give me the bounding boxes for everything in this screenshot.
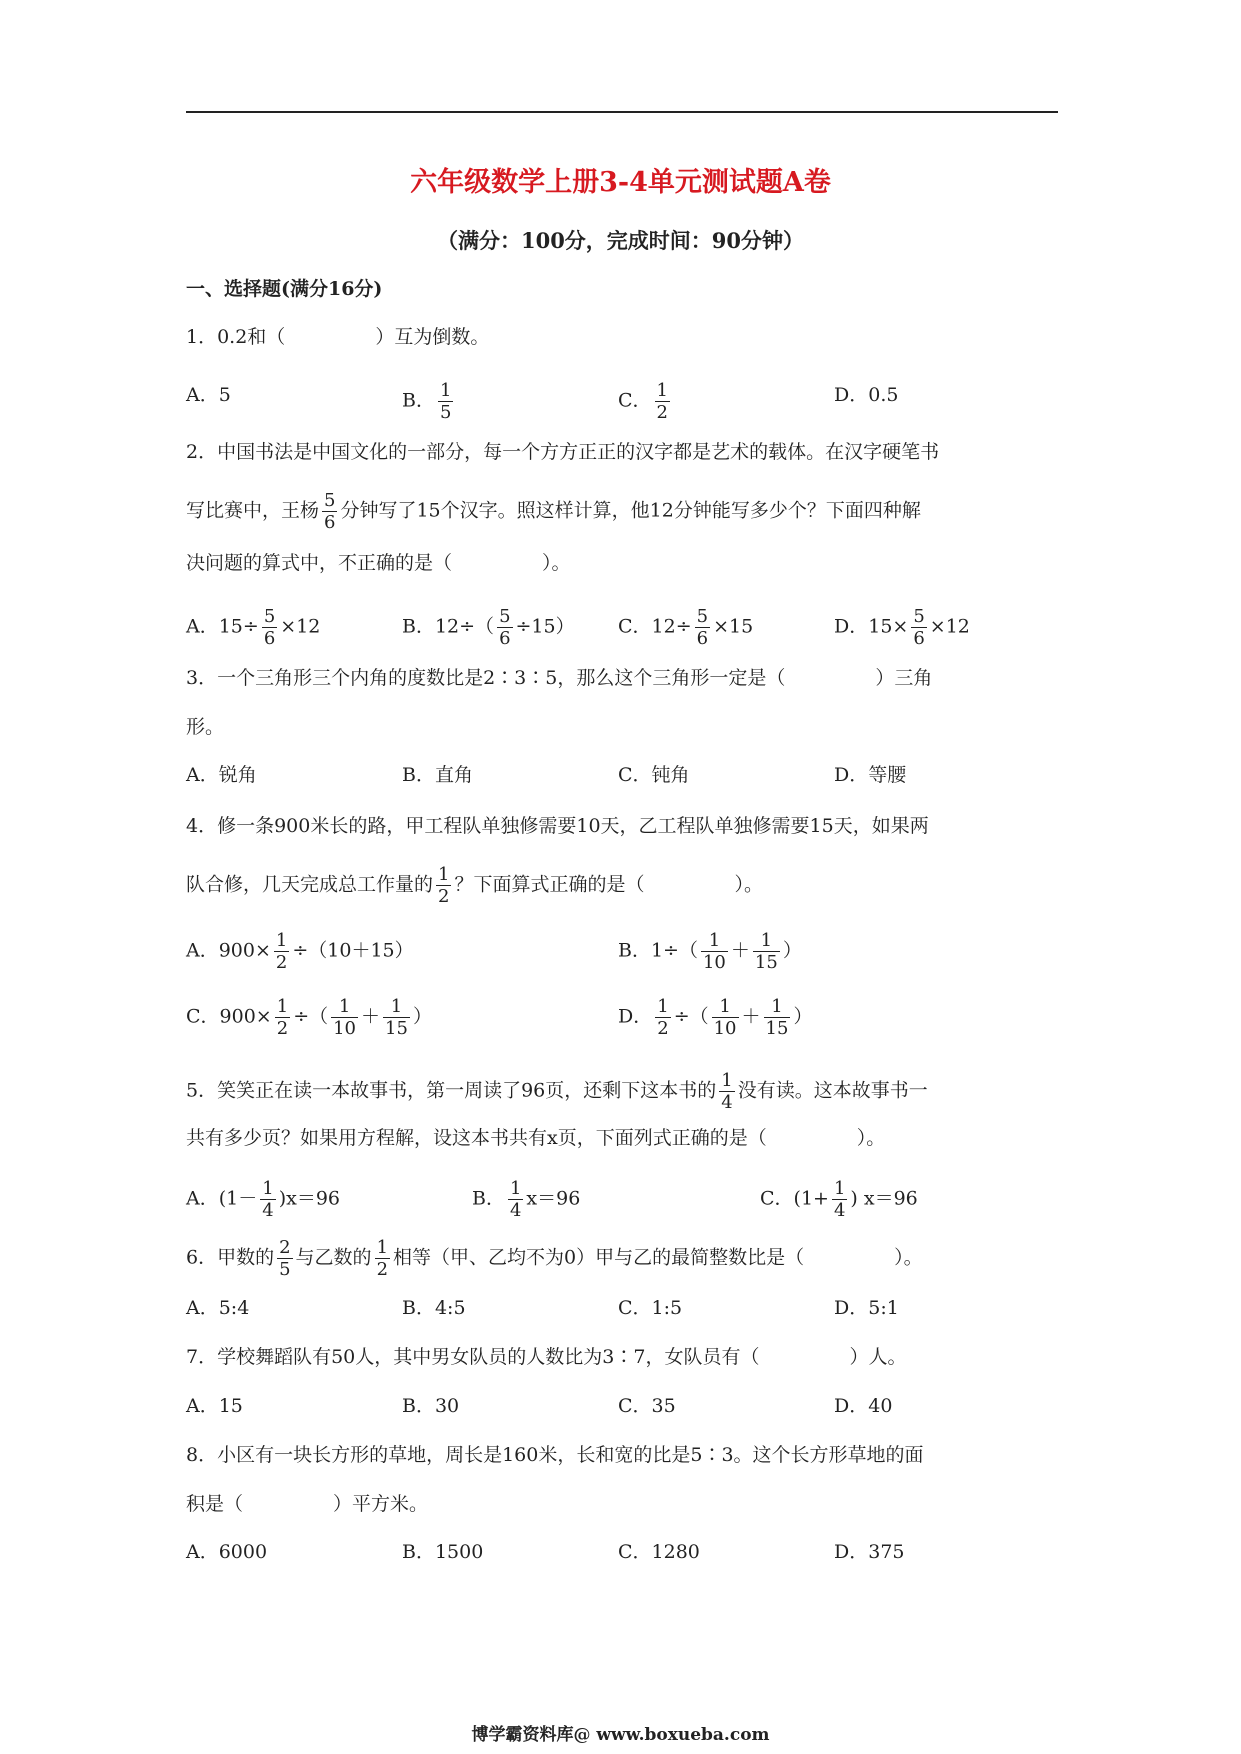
question-3-option-d: D．等腰 xyxy=(834,764,907,786)
question-7-option-a: A．15 xyxy=(186,1395,243,1417)
question-2-stem-line-3: 决问题的算式中，不正确的是（ ）。 xyxy=(186,552,571,574)
section-heading: 一、选择题(满分16分) xyxy=(186,278,383,300)
question-5-option-a: A．(1－ $\frac{1}{4}$ )x＝96 xyxy=(186,1178,340,1221)
question-1-option-a: A．5 xyxy=(186,384,231,406)
question-1-option-d: D．0.5 xyxy=(834,384,899,406)
question-6-option-b: B．4:5 xyxy=(402,1297,466,1319)
question-3-stem-line-2: 形。 xyxy=(186,716,225,738)
question-5-option-c: C．(1+ $\frac{1}{4}$ ) x＝96 xyxy=(760,1178,918,1221)
question-8-option-c: C．1280 xyxy=(618,1541,700,1563)
question-1-option-b: B． $\frac{1}{5}$ xyxy=(402,380,452,423)
question-2-option-d: D．15× $\frac{5}{6}$ ×12 xyxy=(834,606,970,649)
header-rule xyxy=(186,111,1058,113)
question-7-option-c: C．35 xyxy=(618,1395,676,1417)
question-8-option-d: D．375 xyxy=(834,1541,905,1563)
question-5-stem-line-2: 共有多少页？如果用方程解，设这本书共有x页，下面列式正确的是（ ）。 xyxy=(186,1127,886,1149)
question-7-option-d: D．40 xyxy=(834,1395,893,1417)
question-2-stem-line-2: 写比赛中，王杨 $\frac{5}{6}$ 分钟写了15个汉字。照这样计算，他12分钟能写多少个？下面四种解 xyxy=(186,490,921,533)
question-8-option-a: A．6000 xyxy=(186,1541,268,1563)
question-6-option-c: C．1:5 xyxy=(618,1297,683,1319)
question-8-stem-line-1: 8．小区有一块长方形的草地，周长是160米，长和宽的比是5∶3。这个长方形草地的面 xyxy=(186,1444,924,1466)
question-4-stem-line-1: 4．修一条900米长的路，甲工程队单独修需要10天，乙工程队单独修需要15天，如果两 xyxy=(186,815,929,837)
question-2-option-b: B．12÷（ $\frac{5}{6}$ ÷15） xyxy=(402,606,575,649)
page-subtitle: （满分：100分，完成时间：90分钟） xyxy=(436,228,805,253)
question-5-stem-line-1: 5．笑笑正在读一本故事书，第一周读了96页，还剩下这本书的 $\frac{1}{4}$ 没有读。这本故事书一 xyxy=(186,1070,928,1113)
question-4-option-a: A．900× $\frac{1}{2}$ ÷（10＋15） xyxy=(186,930,414,973)
question-6-option-d: D．5:1 xyxy=(834,1297,899,1319)
page-title: 六年级数学上册3-4单元测试题A卷 xyxy=(410,167,831,198)
question-3-option-c: C．钝角 xyxy=(618,764,690,786)
question-4-option-d: D． $\frac{1}{2}$ ÷（ $\frac{1}{10}$ ＋ $\frac{1}{15}$ ） xyxy=(618,996,813,1039)
page-footer-watermark: 博学霸资料库@ www.boxueba.com xyxy=(471,1725,770,1745)
question-8-option-b: B．1500 xyxy=(402,1541,484,1563)
question-2-option-a: A．15÷ $\frac{5}{6}$ ×12 xyxy=(186,606,321,649)
question-7-option-b: B．30 xyxy=(402,1395,460,1417)
question-5-option-b: B． $\frac{1}{4}$ x＝96 xyxy=(472,1178,581,1221)
question-7-stem: 7．学校舞蹈队有50人，其中男女队员的人数比为3∶7，女队员有（ ）人。 xyxy=(186,1346,907,1368)
question-4-stem-line-2: 队合修，几天完成总工作量的 $\frac{1}{2}$ ？下面算式正确的是（ ）。 xyxy=(186,864,763,907)
question-4-option-c: C．900× $\frac{1}{2}$ ÷（ $\frac{1}{10}$ ＋ $\frac{1}{15}$ ） xyxy=(186,996,432,1039)
question-1-option-c: C． $\frac{1}{2}$ xyxy=(618,380,668,423)
question-8-stem-line-2: 积是（ ）平方米。 xyxy=(186,1493,429,1515)
question-3-option-b: B．直角 xyxy=(402,764,473,786)
question-3-option-a: A．锐角 xyxy=(186,764,257,786)
question-1-stem: 1．0.2和（ ）互为倒数。 xyxy=(186,326,490,348)
question-6-stem: 6．甲数的 $\frac{2}{5}$ 与乙数的 $\frac{1}{2}$ 相等（甲、乙均不为0）甲与乙的最简整数比是（ ）。 xyxy=(186,1237,923,1280)
question-6-option-a: A．5:4 xyxy=(186,1297,250,1319)
question-4-option-b: B．1÷（ $\frac{1}{10}$ ＋ $\frac{1}{15}$ ） xyxy=(618,930,802,973)
question-2-option-c: C．12÷ $\frac{5}{6}$ ×15 xyxy=(618,606,754,649)
question-3-stem-line-1: 3．一个三角形三个内角的度数比是2∶3∶5，那么这个三角形一定是（ ）三角 xyxy=(186,667,933,689)
question-2-stem-line-1: 2．中国书法是中国文化的一部分，每一个方方正正的汉字都是艺术的载体。在汉字硬笔书 xyxy=(186,441,940,463)
